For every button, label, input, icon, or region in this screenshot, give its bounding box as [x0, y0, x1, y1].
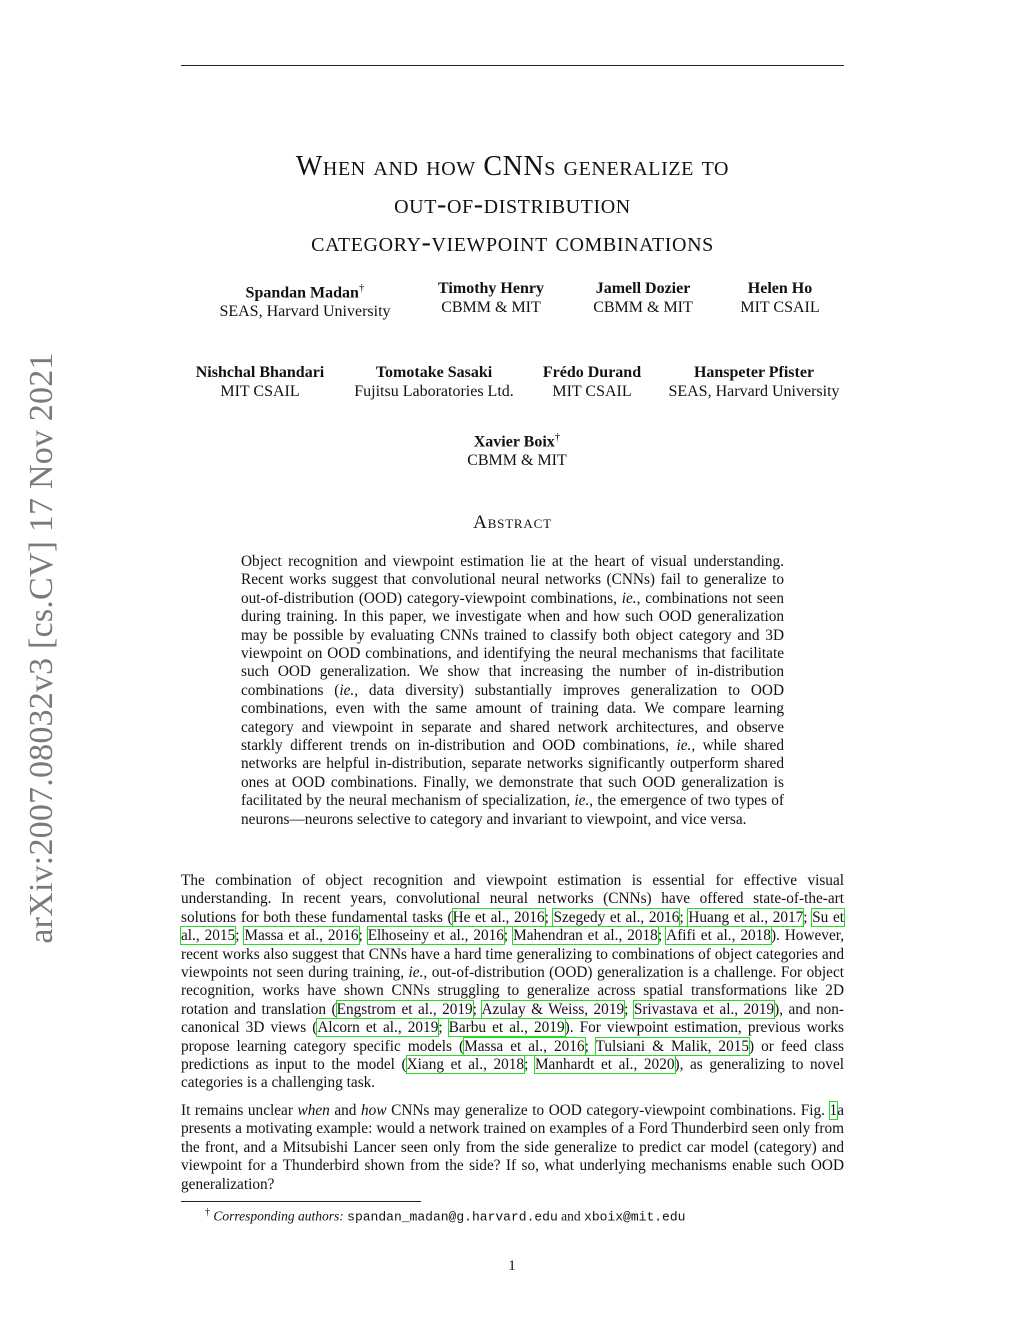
intro-emph: when — [297, 1102, 330, 1119]
citation-link[interactable]: Huang et al., 2017 — [688, 908, 804, 926]
citation-link[interactable]: Elhoseiny et al., 2016 — [367, 927, 504, 945]
top-rule — [181, 65, 844, 66]
abstract-span: data diversity) substantially improves generalization to OOD combinations, even with the same amount of training data. We compare learning category and viewpoint in separate and shared network architectures, and observe starkly different trends on in-distribution and OOD combinations, — [241, 681, 784, 755]
intro-text: ) or feed class predictions as input to the model ( — [181, 1037, 844, 1074]
abstract-ie: ie., — [676, 737, 696, 755]
title-line-2: out-of-distribution — [394, 189, 631, 220]
page-number: 1 — [508, 1258, 516, 1274]
citation-link[interactable]: Engstrom et al., 2019 — [336, 1000, 473, 1018]
citation-link[interactable]: He et al., 2016 — [452, 908, 545, 926]
citation-link[interactable]: Massa et al., 2016 — [244, 927, 359, 945]
author-affiliation: MIT CSAIL — [220, 383, 300, 400]
author-name: Xavier Boix — [473, 433, 555, 451]
author-affiliation: CBMM & MIT — [441, 299, 541, 316]
author-block — [720, 279, 840, 317]
citation-link[interactable]: Mahendran et al., 2018 — [513, 927, 658, 945]
citation-link[interactable]: Srivastava et al., 2019 — [633, 1000, 775, 1018]
footnote — [205, 1207, 685, 1225]
email-link[interactable]: spandan_madan@g.harvard.edu — [347, 1209, 558, 1225]
footnote-rule — [181, 1201, 421, 1202]
abstract-ie: ie., — [339, 681, 359, 699]
author-affiliation: MIT CSAIL — [552, 383, 632, 400]
intro-text: ). However, recent works also suggest that CNNs have a hard time generalizing to combinations of object categories and viewpoints not seen during training, — [181, 927, 845, 982]
intro-text: ), and non-canonical 3D views ( — [181, 1000, 845, 1037]
abstract-span: while shared networks are helpful in-distribution, separate networks significantly outperform shared ones at OOD combinations. Finally, we demonstrate that such OOD generalization is facilitated by the neural mechanism of specialization, — [241, 737, 784, 810]
abstract-ie: ie., — [574, 792, 594, 810]
arxiv-id[interactable]: arXiv:2007.08032v3 [cs.CV] 17 Nov 2021 — [23, 352, 60, 944]
citation-link[interactable]: Alcorn et al., 2019 — [317, 1019, 439, 1037]
author-name: Timothy Henry — [438, 280, 544, 297]
intro-paragraph-1: The combination of object recognition and viewpoint estimation is essential for effective visual understanding. In recent years, convolutional neural networks (CNNs) have offered state-of-the-art solutions for both these fundamental tasks (He et al., 2016; Szegedy et al., 2016; Huang et al., 2017; Su et al., 2015; Massa et al., 2016; Elhoseiny et al., 2016; Mahendran et al., 2018; Afifi et al., 2018). However, recent works also suggest that CNNs have a hard time generalizing to combinations of object categories and viewpoints not seen during training, ie., out-of-distribution (OOD) generalization is a challenge. For object recognition, works have shown CNNs struggling to generalize across spatial transformations like 2D rotation and translation (Engstrom et al., 2019; Azulay & Weiss, 2019; Srivastava et al., 2019), and non-canonical 3D views (Alcorn et al., 2019; Barbu et al., 2019). For viewpoint estimation, previous works propose learning category specific models (Massa et al., 2016; Tulsiani & Malik, 2015) or feed class predictions as input to the model (Xiang et al., 2018; Manhardt et al., 2020), as generalizing to novel categories is a challenging task. — [181, 872, 845, 1092]
citation-link[interactable]: Barbu et al., 2019 — [448, 1019, 565, 1037]
author-block — [660, 363, 848, 401]
title-line-3: category-viewpoint combinations — [311, 227, 714, 258]
intro-text: ), as generalizing to novel categories is a challenging task. — [181, 1056, 844, 1092]
title-line-1: When and how CNNs generalize to — [295, 151, 730, 182]
author-affiliation: MIT CSAIL — [740, 299, 820, 316]
author-name: Helen Ho — [747, 280, 813, 297]
author-name: Jamell Dozier — [595, 280, 691, 297]
citation-link[interactable]: Xiang et al., 2018 — [406, 1056, 525, 1074]
author-name: Hanspeter Pfister — [693, 364, 815, 381]
author-block — [527, 363, 657, 401]
author-block — [344, 363, 524, 401]
abstract-heading: Abstract — [473, 512, 552, 533]
citation-link[interactable]: Su et al., 2015 — [181, 908, 844, 945]
corresponding-mark: † — [358, 282, 365, 294]
author-block — [416, 279, 566, 317]
author-affiliation: CBMM & MIT — [593, 299, 693, 316]
citation-link[interactable]: Massa et al., 2016 — [464, 1037, 585, 1055]
footnote-label: Corresponding authors: — [213, 1208, 344, 1224]
footnote-mark: † — [205, 1207, 210, 1218]
abstract-text — [241, 553, 784, 829]
author-block — [432, 428, 602, 470]
intro-paragraph-2 — [181, 1102, 844, 1194]
figure-ref-link[interactable]: 1 — [829, 1102, 838, 1119]
author-affiliation: SEAS, Harvard University — [668, 383, 840, 400]
author-affiliation: Fujitsu Laboratories Ltd. — [354, 383, 514, 400]
citation-link[interactable]: Azulay & Weiss, 2019 — [481, 1000, 625, 1018]
author-name: Nishchal Bhandari — [195, 364, 325, 381]
intro-text: CNNs may generalize to OOD category-viewpoint combinations. Fig. — [386, 1102, 830, 1119]
intro-text: out-of-distribution (OOD) generalization is a challenge. For object recognition, works have shown CNNs struggling to generalize across spatial transformations like 2D rotation and translation ( — [181, 964, 844, 1018]
author-block — [573, 279, 713, 317]
abstract-span: Object recognition and viewpoint estimation lie at the heart of visual understanding. Recent works suggest that convolutional neural networks (CNNs) fail to generalize to out-of-distribution (OOD) category-viewpoint combinations, — [241, 553, 784, 607]
author-name: Tomotake Sasaki — [375, 364, 493, 381]
intro-text: a presents a motivating example: would a network trained on examples of a Ford Thunderbird seen only from the front, and a Mitsubishi Lancer seen only from the side generalize to predict car model (category) and viewpoint for a Thunderbird shown from the side? If so, what underlying mechanisms enable such OOD generalization? — [181, 1102, 844, 1193]
intro-text: The combination of object recognition and viewpoint estimation is essential for effective visual understanding. In recent years, convolutional neural networks (CNNs) have offered state-of-the-art solutions for both these fundamental tasks ( — [181, 872, 844, 926]
author-block — [210, 279, 400, 321]
citation-link[interactable]: Manhardt et al., 2020 — [534, 1056, 675, 1074]
author-affiliation: SEAS, Harvard University — [219, 303, 391, 321]
intro-emph: how — [361, 1102, 387, 1119]
abstract-span: combinations not seen during training. In this paper, we investigate when and how such OOD generalization may be possible by evaluating CNNs trained to classify both object category and 3D viewpoint on OOD combinations, and identifying the neural mechanisms that facilitate such OOD generalization. We show that increasing the number of in-distribution combinations ( — [241, 589, 784, 699]
abstract-span: the emergence of two types of neurons—neurons selective to category and invariant to viewpoint, and vice versa. — [241, 792, 784, 828]
intro-ie: ie., — [408, 964, 428, 982]
email-link[interactable]: xboix@mit.edu — [584, 1209, 686, 1225]
author-block — [185, 363, 335, 401]
citation-link[interactable]: Szegedy et al., 2016 — [553, 908, 680, 926]
intro-text: ). For viewpoint estimation, previous works propose learning category specific models ( — [181, 1019, 844, 1055]
author-affiliation: CBMM & MIT — [467, 452, 567, 470]
corresponding-mark: † — [554, 431, 561, 443]
abstract-ie: ie., — [621, 589, 641, 607]
footnote-and: and — [561, 1208, 581, 1224]
author-name: Frédo Durand — [542, 364, 642, 381]
citation-link[interactable]: Afifi et al., 2018 — [666, 927, 771, 945]
author-name: Spandan Madan — [245, 284, 359, 302]
paper-title — [181, 148, 844, 262]
intro-text: It remains unclear — [181, 1102, 298, 1119]
citation-link[interactable]: Tulsiani & Malik, 2015 — [595, 1037, 750, 1055]
intro-text: and — [329, 1102, 362, 1119]
